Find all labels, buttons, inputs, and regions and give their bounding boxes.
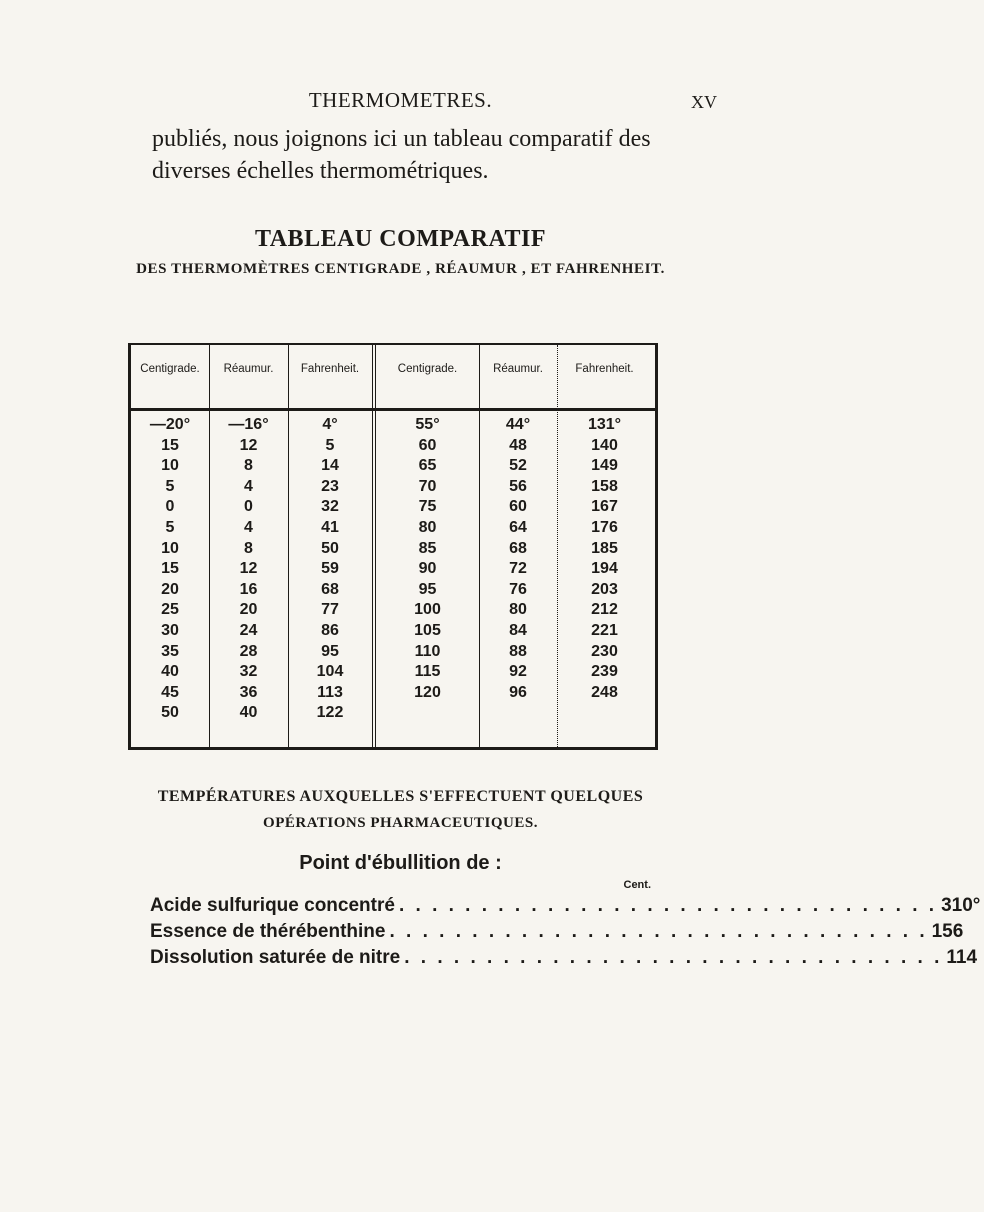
entry-label: Essence de thérébenthine (150, 921, 386, 942)
table-cell: 0 (165, 498, 175, 516)
boiling-entry (150, 945, 978, 971)
table-cell: 35 (161, 642, 179, 660)
table-cell: 176 (591, 518, 618, 536)
table-cell: 12 (239, 436, 258, 454)
dot-leader: . . . . . . . . . . . . . . . . . . . . . . . . . . . . . . . . . (389, 921, 928, 942)
table-subtitle: DES THERMOMÈTRES CENTIGRADE , RÉAUMUR , ET FAHRENHEIT. (136, 261, 665, 277)
table-cell: 44° (505, 416, 531, 433)
table-cell: 16 (239, 580, 258, 598)
column-centigrade (131, 415, 209, 724)
table-cell: 25 (161, 601, 179, 619)
table-cell: 68 (321, 580, 339, 598)
table-cell: 5 (165, 518, 175, 536)
table-cell: 36 (239, 683, 258, 701)
comparison-table (128, 343, 658, 750)
table-cell: 212 (591, 601, 618, 619)
section-title-line-2: OPÉRATIONS PHARMACEUTIQUES. (263, 815, 538, 831)
unit-label: Cent. (623, 879, 651, 891)
table-cell: 4 (244, 477, 253, 495)
table-cell: 28 (239, 642, 258, 660)
table-cell: 10 (161, 539, 179, 557)
table-cell: 80 (509, 601, 527, 619)
table-cell: 239 (591, 663, 618, 681)
table-cell: —16° (228, 416, 269, 433)
table-cell: 5 (325, 436, 335, 454)
table-cell: 68 (509, 539, 527, 557)
table-cell: 15 (161, 560, 179, 578)
entry-label: Acide sulfurique concentré (150, 895, 395, 916)
header-reaumur-2: Réaumur. (493, 363, 543, 375)
boiling-entry (150, 919, 964, 945)
table-cell: 185 (591, 539, 618, 557)
table-cell: 158 (591, 477, 618, 495)
table-cell: 32 (321, 498, 339, 516)
table-cell: 221 (591, 621, 618, 639)
table-cell: 41 (321, 518, 339, 536)
table-cell: 52 (509, 457, 527, 475)
table-cell: 96 (509, 683, 527, 701)
table-cell: 100 (414, 601, 441, 619)
table-cell: 131° (587, 416, 622, 433)
table-cell: 40 (161, 663, 179, 681)
table-cell: 8 (244, 457, 253, 475)
table-cell: 12 (239, 560, 258, 578)
table-title: TABLEAU COMPARATIF (255, 226, 546, 252)
table-cell: 23 (321, 477, 339, 495)
table-cell: 86 (321, 621, 339, 639)
table-cell: 84 (509, 621, 527, 639)
table-cell: 4 (244, 518, 253, 536)
dot-leader: . . . . . . . . . . . . . . . . . . . . . . . . . . . . . . . . . (404, 947, 943, 968)
table-cell: 85 (418, 539, 437, 557)
column-reaumur-2 (479, 415, 557, 703)
column-fahrenheit (288, 415, 372, 724)
table-cell: 64 (509, 518, 527, 536)
page-number: XV (691, 92, 717, 112)
header-centigrade: Centigrade. (140, 363, 200, 375)
table-cell: 15 (161, 436, 179, 454)
table-cell: 90 (418, 560, 437, 578)
table-cell: 76 (509, 580, 527, 598)
table-cell: 105 (414, 621, 441, 639)
table-cell: 113 (317, 683, 343, 701)
table-cell: 194 (591, 560, 618, 578)
table-cell: 70 (418, 477, 437, 495)
table-cell: 10 (161, 457, 179, 475)
table-cell: 5 (165, 477, 175, 495)
table-cell: 65 (418, 457, 437, 475)
intro-line-1: publiés, nous joignons ici un tableau comparatif des (152, 126, 651, 152)
header-fahrenheit: Fahrenheit. (300, 363, 360, 375)
table-cell: 115 (414, 663, 441, 681)
table-cell: 80 (418, 518, 437, 536)
column-centigrade-2 (376, 415, 479, 703)
boiling-entry (150, 893, 981, 919)
table-cell: 104 (316, 663, 344, 681)
table-cell: 50 (161, 704, 179, 722)
header-rule (131, 408, 655, 411)
table-cell: —20° (149, 416, 191, 433)
table-cell: 122 (316, 704, 344, 722)
entry-value: 310° (941, 895, 981, 916)
table-cell: 248 (591, 683, 618, 701)
table-cell: 4° (322, 416, 338, 433)
table-cell: 0 (244, 498, 253, 516)
column-reaumur (209, 415, 288, 724)
table-cell: 14 (321, 457, 339, 475)
table-cell: 88 (509, 642, 527, 660)
entry-value: 156 (931, 921, 964, 942)
table-cell: 8 (244, 539, 253, 557)
running-head: THERMOMETRES. (308, 88, 493, 112)
table-cell: 75 (418, 498, 437, 516)
boiling-point-heading: Point d'ébullition de : (299, 852, 502, 874)
table-cell: 110 (414, 642, 441, 660)
table-cell: 24 (239, 621, 258, 639)
table-cell: 40 (239, 704, 258, 722)
table-cell: 120 (414, 683, 441, 701)
header-fahrenheit-2: Fahrenheit. (575, 363, 634, 375)
table-cell: 56 (509, 477, 527, 495)
table-cell: 140 (591, 436, 618, 454)
table-cell: 50 (321, 539, 339, 557)
table-cell: 20 (239, 601, 258, 619)
table-cell: 230 (591, 642, 618, 660)
table-cell: 167 (591, 498, 618, 516)
table-cell: 20 (161, 580, 179, 598)
table-cell: 60 (509, 498, 527, 516)
table-cell: 45 (161, 683, 179, 701)
section-title: TEMPÉRATURES AUXQUELLES S'EFFECTUENT QUELQUES (157, 788, 644, 805)
table-cell: 30 (161, 621, 179, 639)
table-cell: 92 (509, 663, 527, 681)
table-cell: 59 (321, 560, 339, 578)
entry-value: 114 (946, 947, 978, 968)
table-cell: 149 (591, 457, 618, 475)
table-cell: 77 (321, 601, 339, 619)
column-fahrenheit-2 (557, 415, 652, 703)
table-cell: 48 (509, 436, 527, 454)
header-centigrade-2: Centigrade. (397, 363, 458, 375)
entry-label: Dissolution saturée de nitre (150, 947, 401, 968)
table-cell: 60 (418, 436, 437, 454)
table-cell: 203 (591, 580, 618, 598)
table-cell: 55° (415, 416, 440, 433)
table-cell: 72 (509, 560, 527, 578)
header-reaumur: Réaumur. (223, 363, 274, 375)
table-cell: 95 (418, 580, 437, 598)
intro-line-2: diverses échelles thermométriques. (152, 158, 489, 184)
table-cell: 95 (321, 642, 339, 660)
table-cell: 32 (239, 663, 258, 681)
dot-leader: . . . . . . . . . . . . . . . . . . . . . . . . . . . . . . . . . (398, 895, 938, 916)
